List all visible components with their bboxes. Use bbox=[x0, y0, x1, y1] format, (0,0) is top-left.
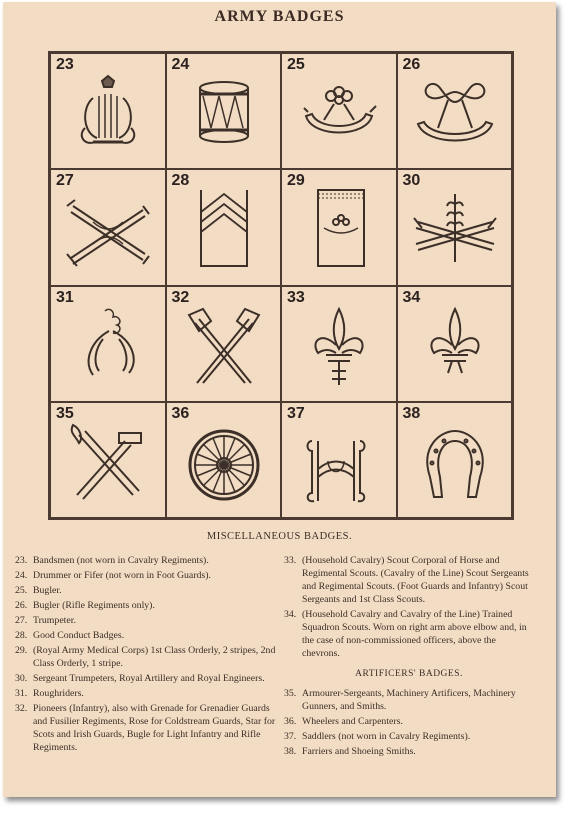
legend-item: 30. Sergeant Trumpeters, Royal Artillery and Royal Engineers. bbox=[15, 673, 265, 684]
badge-cell-31 bbox=[50, 286, 166, 402]
legend-item: 38. Farriers and Shoeing Smiths. bbox=[284, 746, 416, 757]
legend-item: 33. (Household Cavalry) Scout Corporal of Horse and Regimental Scouts. (Cavalry of the Line) Scout Sergeants and Regimental Scouts. (Foot Guards and Infantry) Scout Sergeants and 1st Class Scouts. bbox=[284, 555, 529, 605]
badge-number: 27 bbox=[56, 172, 74, 190]
misc-heading: MISCELLANEOUS BADGES. bbox=[206, 531, 353, 542]
badge-cell-33 bbox=[281, 286, 397, 402]
badge-number: 38 bbox=[402, 404, 421, 422]
badge-number: 30 bbox=[402, 172, 421, 190]
badge-cell-32 bbox=[166, 286, 282, 402]
fleur-de-lis-icon bbox=[410, 301, 500, 391]
badge-number: 33 bbox=[287, 288, 305, 306]
badge-number: 26 bbox=[402, 56, 421, 73]
legend-left-column bbox=[15, 554, 277, 756]
horseshoe-icon bbox=[410, 417, 500, 507]
bugle-icon bbox=[294, 68, 384, 158]
artificers-heading: ARTIFICERS' BADGES. bbox=[355, 669, 463, 679]
badge-cell-35 bbox=[50, 402, 166, 518]
badge-number: 31 bbox=[56, 288, 74, 306]
drum-icon bbox=[179, 68, 269, 158]
legend-item: 34. (Household Cavalry and Cavalry of the Line) Trained Squadron Scouts. Worn on right arm above elbow and, in the case of non-commissioned officers, above the chevrons. bbox=[284, 609, 527, 659]
badge-number: 23 bbox=[56, 56, 74, 73]
badge-cell-38 bbox=[397, 402, 513, 518]
badge-cell-28 bbox=[166, 169, 282, 285]
badge-number: 25 bbox=[287, 56, 305, 73]
spur-plume-icon bbox=[63, 301, 153, 391]
badge-cell-25 bbox=[281, 53, 397, 169]
stripe-badge-icon bbox=[294, 184, 384, 274]
legend-item: 37. Saddlers (not worn in Cavalry Regiments). bbox=[284, 731, 471, 742]
crossed-axes-icon bbox=[179, 301, 269, 391]
badge-grid bbox=[48, 51, 514, 520]
legend-item: 26. Bugler (Rifle Regiments only). bbox=[15, 600, 155, 611]
badge-cell-23 bbox=[50, 53, 166, 169]
badge-cell-29 bbox=[281, 169, 397, 285]
legend-item: 36. Wheelers and Carpenters. bbox=[284, 716, 403, 727]
badge-cell-34 bbox=[397, 286, 513, 402]
badge-cell-24 bbox=[166, 53, 282, 169]
legend-item: 29. (Royal Army Medical Corps) 1st Class Orderly, 2 stripes, 2nd Class Orderly, 1 stripe. bbox=[15, 645, 276, 669]
badge-number: 28 bbox=[171, 172, 190, 190]
badge-number: 36 bbox=[171, 404, 190, 422]
legend-item: 28. Good Conduct Badges. bbox=[15, 630, 125, 641]
legend-item: 24. Drummer or Fifer (not worn in Foot Guards). bbox=[15, 570, 211, 581]
badge-cell-26 bbox=[397, 53, 513, 169]
badge-number: 34 bbox=[402, 288, 421, 306]
badge-number: 35 bbox=[56, 404, 74, 422]
lyre-icon bbox=[63, 68, 153, 158]
wheel-icon bbox=[179, 417, 269, 507]
legend-item: 35. Armourer-Sergeants, Machinery Artificers, Machinery Gunners, and Smiths. bbox=[284, 688, 516, 712]
legend-item: 23. Bandsmen (not worn in Cavalry Regiments). bbox=[15, 555, 209, 566]
page bbox=[3, 2, 556, 797]
legend-item: 31. Roughriders. bbox=[15, 688, 84, 699]
page-title: ARMY BADGES bbox=[214, 8, 345, 25]
chevron-badge-icon bbox=[179, 184, 269, 274]
trumpets-laurel-icon bbox=[410, 184, 500, 274]
badge-number: 32 bbox=[171, 288, 190, 306]
crossed-tools-icon bbox=[63, 417, 153, 507]
badge-number: 29 bbox=[287, 172, 305, 190]
saddler-knife-icon bbox=[294, 417, 384, 507]
badge-number: 24 bbox=[171, 56, 190, 73]
bugle-knot-icon bbox=[410, 68, 500, 158]
badge-cell-37 bbox=[281, 402, 397, 518]
badge-number: 37 bbox=[287, 404, 305, 422]
crossed-trumpets-icon bbox=[63, 184, 153, 274]
legend-item: 27. Trumpeter. bbox=[15, 615, 76, 626]
badge-cell-36 bbox=[166, 402, 282, 518]
badge-cell-27 bbox=[50, 169, 166, 285]
legend-item: 25. Bugler. bbox=[15, 585, 62, 596]
legend-item: 32. Pioneers (Infantry), also with Grenade for Grenadier Guards and Fusilier Regiments, Rose for Coldstream Guards, Star for Scots and Irish Guards, Bugle for Light Infantry and Rifle Regiments. bbox=[15, 703, 276, 753]
fleur-de-lis-icon bbox=[294, 301, 384, 391]
badge-cell-30 bbox=[397, 169, 513, 285]
legend-right-column bbox=[284, 554, 534, 760]
